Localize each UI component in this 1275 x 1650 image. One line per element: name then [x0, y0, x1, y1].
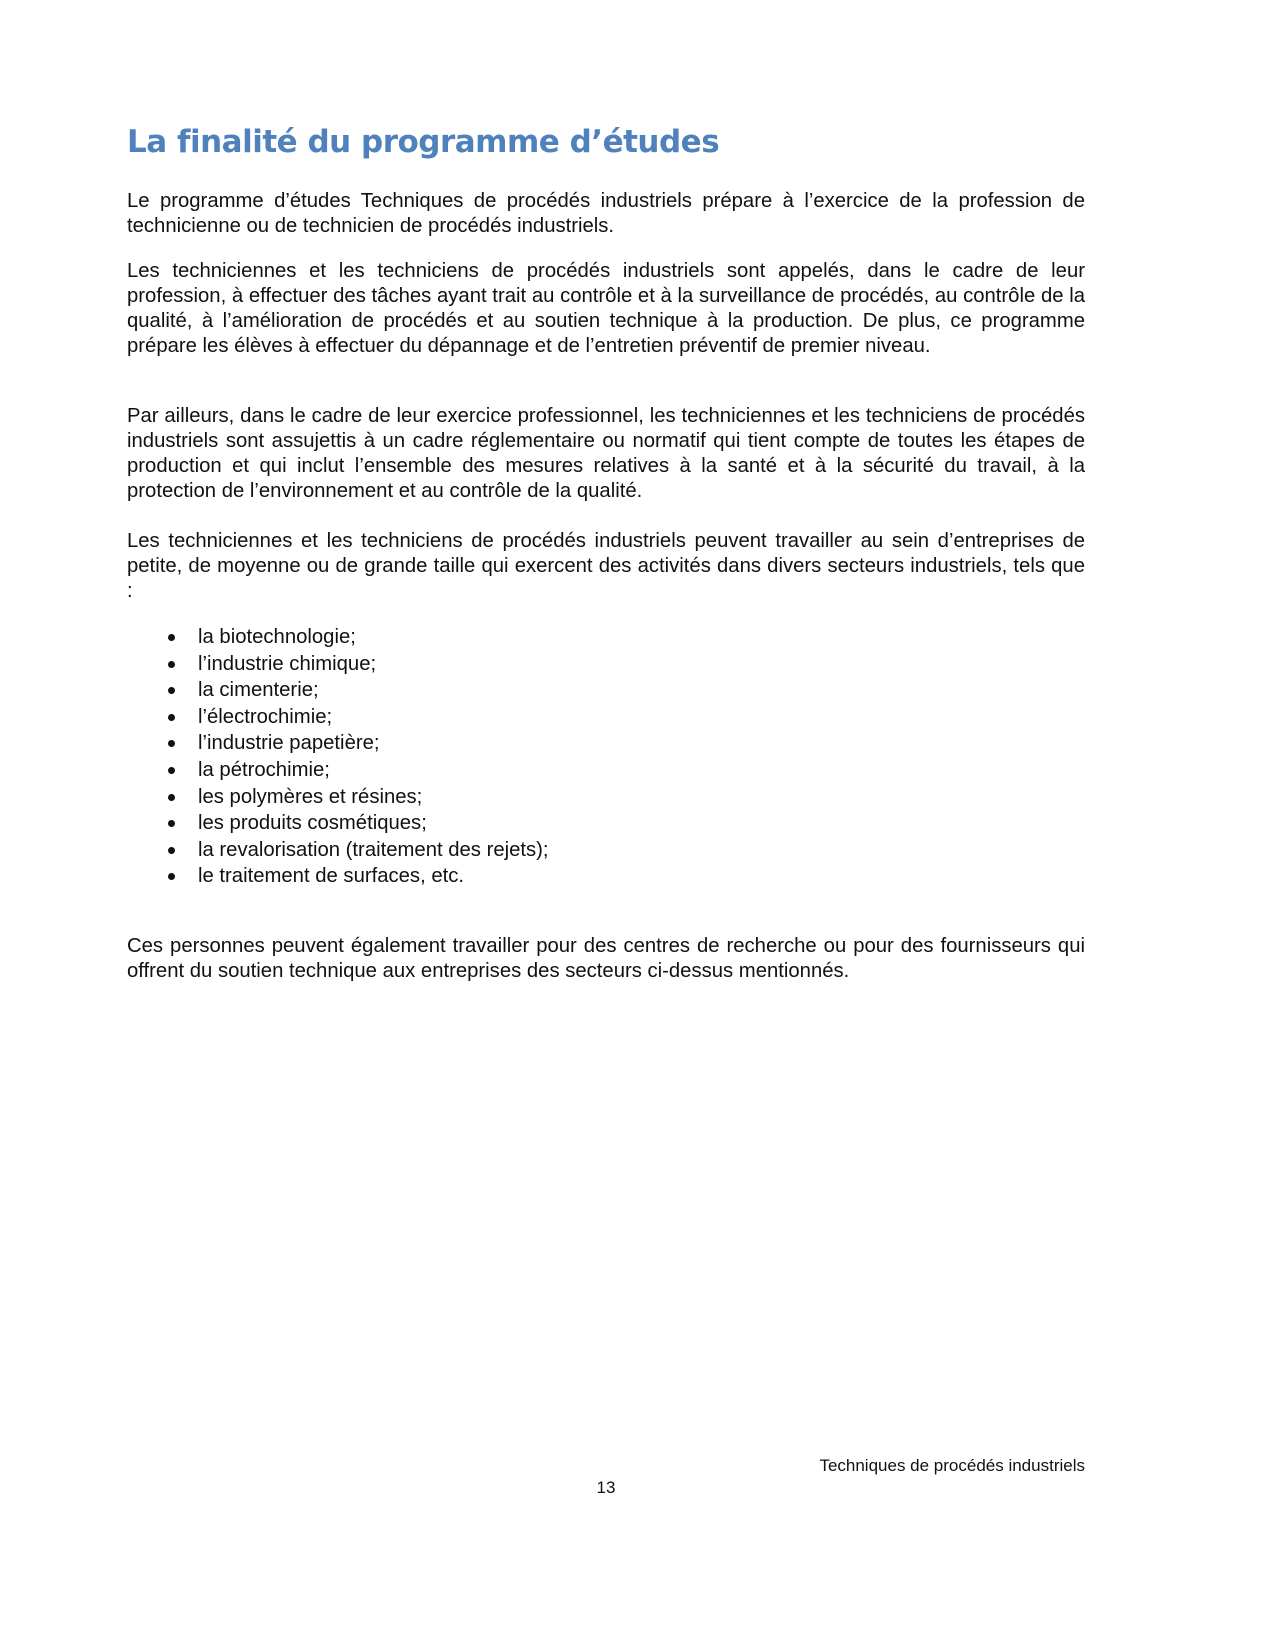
- list-item: l’industrie chimique;: [127, 651, 1085, 678]
- list-item: la cimenterie;: [127, 677, 1085, 704]
- paragraph-sectors-intro: Les techniciennes et les techniciens de procédés industriels peuvent travailler au sein d’entreprises de petite, de moyenne ou de grande taille qui exercent des activités dans divers secteurs industriels, tels que :: [127, 530, 1085, 602]
- paragraph-intro: Le programme d’études Techniques de procédés industriels prépare à l’exercice de la profession de technicienne ou de technicien de procédés industriels.: [127, 190, 1085, 237]
- list-item: les produits cosmétiques;: [127, 810, 1085, 837]
- list-item: l’électrochimie;: [127, 704, 1085, 731]
- footer-document-title: Techniques de procédés industriels: [819, 1456, 1085, 1475]
- paragraph-tasks: Les techniciennes et les techniciens de procédés industriels sont appelés, dans le cadre de leur profession, à effectuer des tâches ayant trait au contrôle et à la surveillance de procédés, au contrôle de la qualité, à l’amélioration de procédés et au soutien technique à la production. De plus, ce programme prépare les élèves à effectuer du dépannage et de l’entretien préventif de premier niveau.: [127, 260, 1085, 357]
- list-item: l’industrie papetière;: [127, 730, 1085, 757]
- list-item: le traitement de surfaces, etc.: [127, 863, 1085, 890]
- list-item: la revalorisation (traitement des rejets);: [127, 837, 1085, 864]
- paragraph-closing: Ces personnes peuvent également travailler pour des centres de recherche ou pour des fournisseurs qui offrent du soutien technique aux entreprises des secteurs ci-dessus mentionnés.: [127, 935, 1085, 982]
- paragraph-regulation: Par ailleurs, dans le cadre de leur exercice professionnel, les techniciennes et les techniciens de procédés industriels sont assujettis à un cadre réglementaire ou normatif qui tient compte de toutes les étapes de production et qui inclut l’ensemble des mesures relatives à la santé et à la sécurité du travail, à la protection de l’environnement et au contrôle de la qualité.: [127, 405, 1085, 502]
- list-item: les polymères et résines;: [127, 784, 1085, 811]
- sectors-list: [127, 624, 1085, 890]
- page-title: La finalité du programme d’études: [127, 124, 720, 160]
- list-item: la biotechnologie;: [127, 624, 1085, 651]
- page-number: 13: [596, 1478, 616, 1497]
- list-item: la pétrochimie;: [127, 757, 1085, 784]
